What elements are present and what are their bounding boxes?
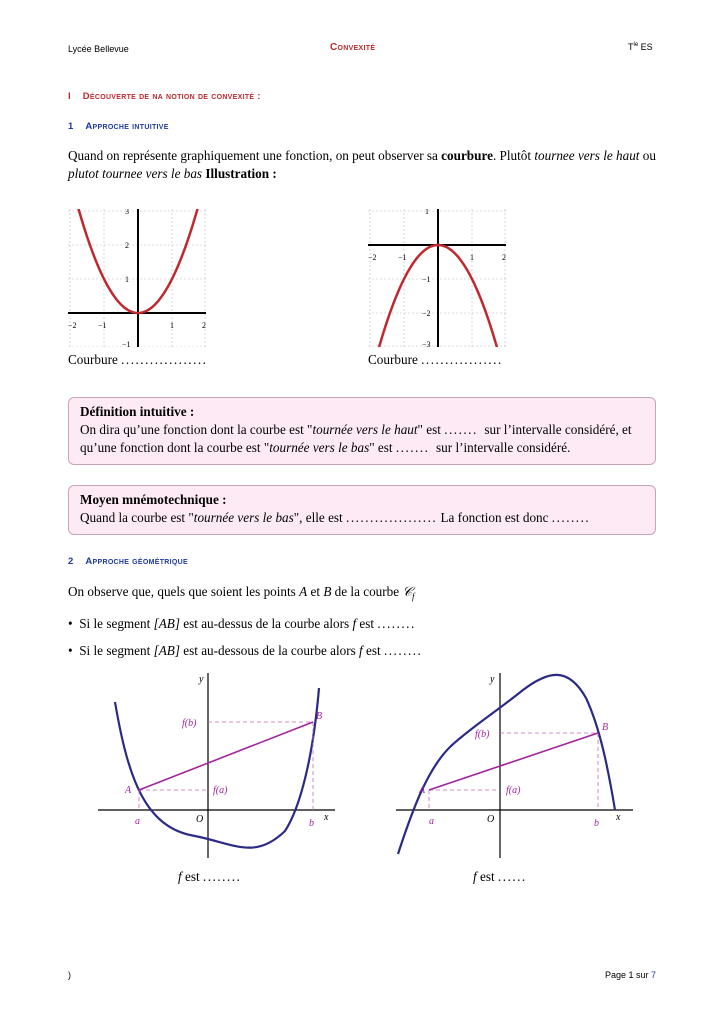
mnemonic-box: Moyen mnémotechnique : Quand la courbe est "tournée vers le bas", elle est ................... La fonction est donc ........ bbox=[68, 485, 656, 535]
caption-graph-2: Courbure ................. bbox=[368, 352, 503, 367]
secant-AB bbox=[139, 722, 313, 790]
tick-y-4: −3 bbox=[422, 340, 431, 347]
tick-x-3: 1 bbox=[470, 253, 474, 262]
point-A-label: A bbox=[125, 785, 132, 796]
x-label: x bbox=[616, 812, 621, 823]
tick-y-2: 2 bbox=[125, 241, 129, 250]
fb-label: f(b) bbox=[475, 729, 490, 740]
x-label: x bbox=[324, 812, 329, 823]
intro-paragraph: Quand on représente graphiquement une fonction, on peut observer sa courbure. Plutôt tournee vers le haut ou plutot tournee vers le bas Illustration : bbox=[68, 148, 656, 181]
mnemonic-title: Moyen mnémotechnique : bbox=[80, 492, 227, 507]
tick-y-4: −1 bbox=[122, 340, 131, 347]
origin-label: O bbox=[487, 814, 495, 825]
a-label: a bbox=[429, 816, 434, 827]
point-B-label: B bbox=[316, 711, 323, 722]
tick-x-4: 2 bbox=[202, 321, 206, 330]
tick-y-3: −2 bbox=[422, 309, 431, 318]
point-B-label: B bbox=[602, 722, 609, 733]
tick-x-2: −1 bbox=[398, 253, 407, 262]
b-label: b bbox=[594, 818, 599, 829]
definition-box: Définition intuitive : On dira qu’une fonction dont la courbe est "tournée vers le haut" est ....... sur l’intervalle considéré, et qu’une fonction dont la courbe est "tournée vers le bas" est ....... sur l’intervalle considéré. bbox=[68, 397, 656, 465]
tick-x-1: −2 bbox=[68, 321, 77, 330]
graph-convex-parabola bbox=[68, 209, 206, 347]
fa-label: f(a) bbox=[213, 785, 228, 796]
tick-y-1: 1 bbox=[425, 209, 429, 216]
tick-x-2: −1 bbox=[98, 321, 107, 330]
y-label: y bbox=[199, 674, 204, 685]
tick-x-1: −2 bbox=[368, 253, 377, 262]
header-school: Lycée Bellevue bbox=[68, 44, 129, 54]
b-label: b bbox=[309, 818, 314, 829]
graph-concave-parabola bbox=[368, 209, 506, 347]
definition-title: Définition intuitive : bbox=[80, 404, 195, 419]
y-label: y bbox=[490, 674, 495, 685]
fb-label: f(b) bbox=[182, 718, 197, 729]
section-heading: I Découverte de na notion de convexité : bbox=[68, 91, 261, 102]
geometric-intro: On observe que, quels que soient les points A et B de la courbe 𝒞$_f$ bbox=[68, 584, 415, 602]
projection-lines bbox=[139, 722, 313, 810]
fa-label: f(a) bbox=[506, 785, 521, 796]
tick-y-1: 3 bbox=[125, 209, 129, 216]
tick-x-4: 2 bbox=[502, 253, 506, 262]
caption-concave: f est ...... bbox=[473, 869, 527, 884]
tick-y-2: −1 bbox=[422, 275, 431, 284]
header-class: $T^{le}$ ES bbox=[628, 42, 653, 52]
bullet-below: • Si le segment [AB] est au-dessous de la courbe alors f est ........ bbox=[68, 643, 423, 658]
page-number: Page 1 sur 7 bbox=[605, 970, 657, 980]
bullet-above: • Si le segment [AB] est au-dessus de la courbe alors f est ........ bbox=[68, 616, 416, 631]
secant-AB bbox=[429, 733, 598, 790]
convex-curve bbox=[115, 688, 319, 848]
graph-concave-secant bbox=[393, 668, 638, 858]
graph-convex-secant bbox=[95, 668, 340, 858]
page-total-link[interactable]: 7 bbox=[651, 970, 657, 980]
origin-label: O bbox=[196, 814, 204, 825]
subsection-heading-2: 2 Approche géométrique bbox=[68, 556, 188, 567]
point-A-label: A bbox=[419, 785, 426, 796]
tick-x-3: 1 bbox=[170, 321, 174, 330]
header-title: Convexité bbox=[330, 42, 376, 53]
caption-convex: f est ........ bbox=[178, 869, 242, 884]
footer-left: ) bbox=[68, 970, 71, 980]
tick-y-3: 1 bbox=[125, 275, 129, 284]
caption-graph-1: Courbure .................. bbox=[68, 352, 208, 367]
projection-lines bbox=[429, 733, 598, 810]
a-label: a bbox=[135, 816, 140, 827]
subsection-heading-1: 1 Approche intuitive bbox=[68, 121, 169, 132]
